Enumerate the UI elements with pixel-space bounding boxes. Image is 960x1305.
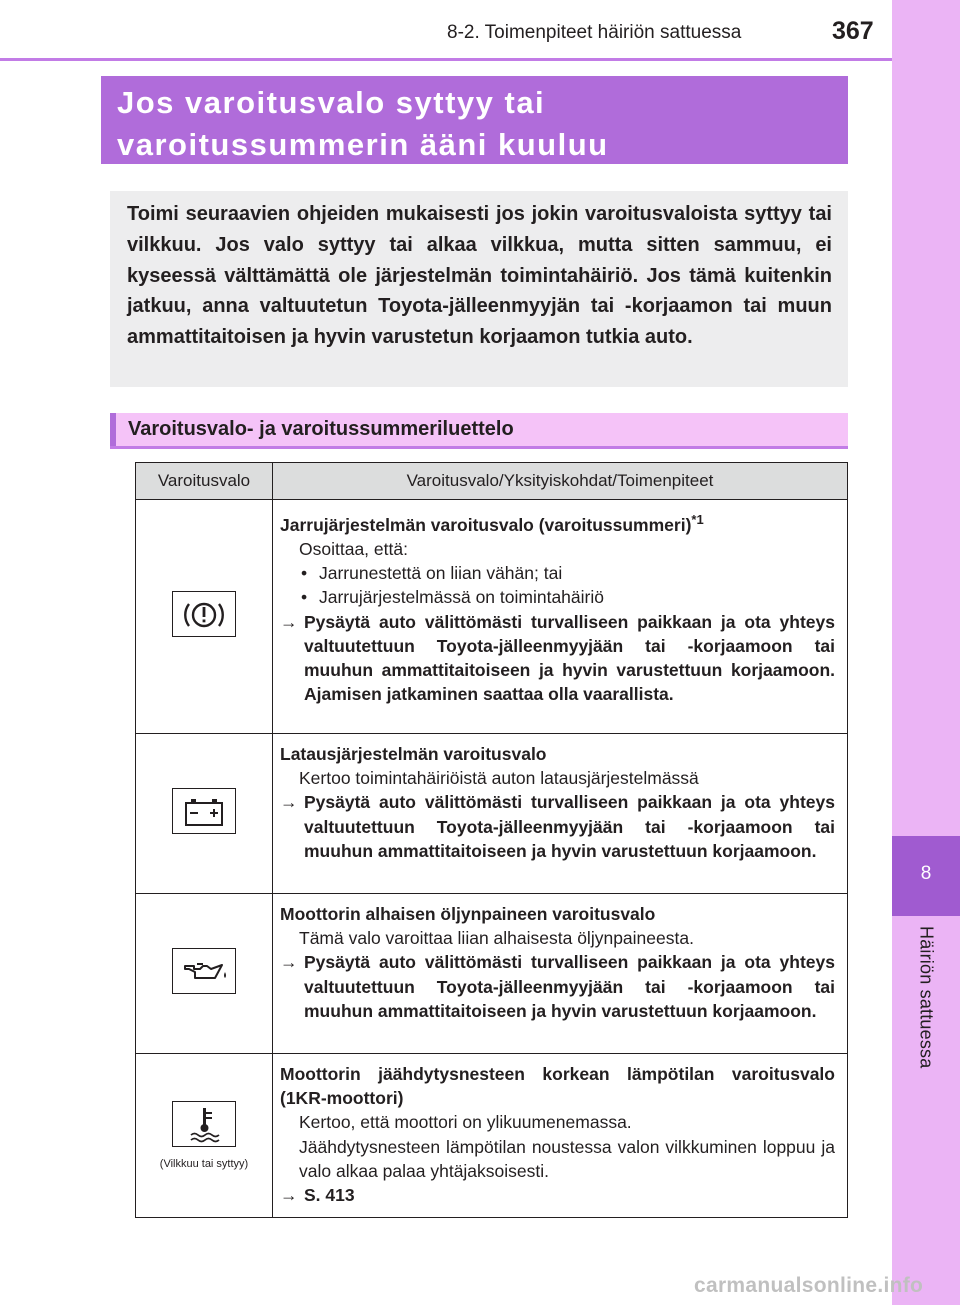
row-action xyxy=(280,950,835,1023)
row-description: Tämä valo varoittaa liian alhaisesta öljynpaineesta. xyxy=(299,928,694,949)
column-header-details: Varoitusvalo/Yksityiskohdat/Toimenpiteet xyxy=(273,463,848,500)
row-title: Moottorin alhaisen öljynpaineen varoitusvalo xyxy=(280,904,656,924)
running-header-section: 8-2. Toimenpiteet häiriön sattuessa xyxy=(447,22,742,43)
icon-cell xyxy=(136,1054,273,1218)
table-row xyxy=(136,1054,848,1218)
icon-cell xyxy=(136,894,273,1054)
table-row xyxy=(136,500,848,734)
row-action-text: Pysäytä auto välittömästi turvalliseen paikkaan ja ota yhteys valtuutettuun Toyota-jälleenmyyjään tai -korjaamoon tai muuhun ammattitaitoiseen ja hyvin varustettuun korjaamoon. Ajamisen jatkaminen saattaa olla vaarallista. xyxy=(304,611,835,705)
section-title-line-1: Jos varoitusvalo syttyy tai xyxy=(117,85,546,120)
subsection-heading-accent xyxy=(110,413,116,446)
intro-paragraph: Toimi seuraavien ohjeiden mukaisesti jos jokin varoitusvaloista syttyy tai vilkkuu. Jos valo syttyy tai alkaa vilkkua, mutta sitten sammuu, ei kyseessä välttämättä ole järjestelmän toimintahäiriö. Jos tämä kuitenkin jatkuu, anna valtuutetun Toyota-jälleenmyyjän tai -korjaamon tai muun ammattitaitoisen ja hyvin varustetun korjaamon tutkia auto. xyxy=(110,191,848,387)
table-row xyxy=(136,894,848,1054)
table-header-row xyxy=(136,463,848,500)
row-action-text: Pysäytä auto välittömästi turvalliseen paikkaan ja ota yhteys valtuutettuun Toyota-jälleenmyyjään tai -korjaamoon tai muuhun ammattitaitoiseen ja hyvin varustettuun korjaamoon. xyxy=(304,792,835,861)
arrow-icon: → xyxy=(280,792,298,813)
row-action xyxy=(280,1183,835,1207)
page-number: 367 xyxy=(832,17,874,45)
header-divider xyxy=(0,58,893,61)
battery-icon xyxy=(172,788,236,834)
details-cell xyxy=(273,1054,848,1218)
row-title: Latausjärjestelmän varoitusvalo xyxy=(280,744,547,764)
details-cell xyxy=(273,894,848,1054)
footnote-marker: *1 xyxy=(691,512,704,527)
icon-caption: (Vilkkuu tai syttyy) xyxy=(159,1158,249,1171)
column-header-light: Varoitusvalo xyxy=(136,463,273,500)
section-title-box xyxy=(101,76,848,164)
row-action-text: Pysäytä auto välittömästi turvalliseen paikkaan ja ota yhteys valtuutettuun Toyota-jälleenmyyjään tai -korjaamoon tai muuhun ammattitaitoiseen ja hyvin varustettuun korjaamoon. xyxy=(304,952,835,1021)
row-action xyxy=(280,790,835,863)
list-item: • Jarrunestettä on liian vähän; tai xyxy=(280,561,835,585)
chapter-label-vertical xyxy=(911,926,941,1086)
warning-light-table xyxy=(135,462,848,1218)
watermark: carmanualsonline.info xyxy=(694,1274,924,1297)
chapter-label-text: Häiriön sattuessa xyxy=(916,926,937,1069)
subsection-heading-text: Varoitusvalo- ja varoitussummeriluettelo xyxy=(128,418,514,440)
details-cell xyxy=(273,500,848,734)
icon-cell xyxy=(136,734,273,894)
page-reference-link[interactable]: S. 413 xyxy=(304,1185,355,1206)
chapter-side-tab xyxy=(892,0,960,1305)
oil-pressure-icon xyxy=(172,948,236,994)
arrow-icon: → xyxy=(280,952,298,973)
coolant-temperature-icon xyxy=(172,1101,236,1147)
table-row xyxy=(136,734,848,894)
arrow-icon: → xyxy=(280,1185,298,1206)
row-description: Kertoo toimintahäiriöistä auton latausjärjestelmässä xyxy=(299,768,699,789)
row-description: Kertoo, että moottori on ylikuumenemassa. xyxy=(299,1112,632,1133)
chapter-number-tab: 8 xyxy=(892,836,960,916)
arrow-icon: → xyxy=(280,611,298,632)
brake-warning-icon xyxy=(172,591,236,637)
row-action xyxy=(280,610,835,707)
row-description-extra: Jäähdytysnesteen lämpötilan noustessa valon vilkkuminen loppuu ja valo alkaa palaa yhtäjaksoisesti. xyxy=(299,1136,835,1181)
list-item: • Jarrujärjestelmässä on toimintahäiriö xyxy=(280,585,835,609)
icon-cell xyxy=(136,500,273,734)
row-title-text: Jarrujärjestelmän varoitusvalo (varoitussummeri) xyxy=(280,514,692,535)
details-cell xyxy=(273,734,848,894)
row-title: Moottorin jäähdytysnesteen korkean lämpötilan varoitusvalo (1KR-moottori) xyxy=(280,1064,835,1109)
subsection-heading xyxy=(110,413,848,449)
section-title-line-2: varoitussummerin ääni kuuluu xyxy=(117,127,609,162)
row-description: Osoittaa, että: xyxy=(299,539,408,560)
row-title xyxy=(280,508,835,537)
